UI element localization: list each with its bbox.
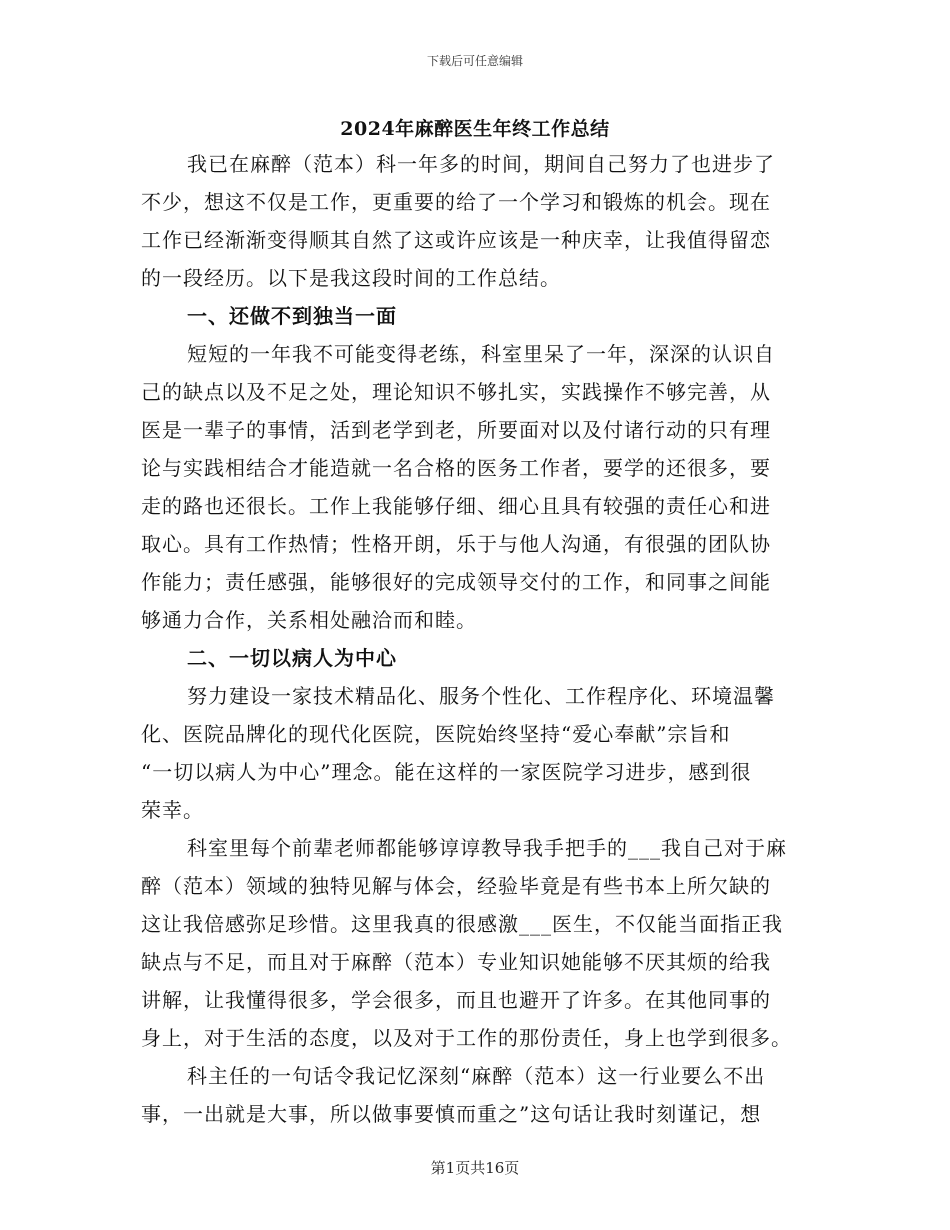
body-line: 荣幸。 [141,798,204,822]
body-line: 取心。具有工作热情；性格开朗，乐于与他人沟通，有很强的团队协 [141,532,771,556]
document-title: 2024年麻醉医生年终工作总结 [340,118,610,140]
body-line: 化、医院品牌化的现代化医院，医院始终坚持“爱心奉献”宗旨和 [141,722,731,746]
body-line: 讲解，让我懂得很多，学会很多，而且也避开了许多。在其他同事的 [141,988,771,1012]
body-line: 醉（范本）领域的独特见解与体会，经验毕竟是有些书本上所欠缺的 [141,874,771,898]
body-line: 己的缺点以及不足之处，理论知识不够扎实，实践操作不够完善，从 [141,380,771,404]
body-line: 我已在麻醉（范本）科一年多的时间，期间自己努力了也进步了 [187,152,775,176]
body-line: 身上，对于生活的态度，以及对于工作的那份责任，身上也学到很多。 [141,1026,792,1050]
document-body [141,145,809,1133]
body-line: 缺点与不足，而且对于麻醉（范本）专业知识她能够不厌其烦的给我 [141,950,771,974]
body-line: 不少，想这不仅是工作，更重要的给了一个学习和锻炼的机会。现在 [141,190,771,214]
body-line: “一切以病人为中心”理念。能在这样的一家医院学习进步，感到很 [141,760,752,784]
page-number: 第1页共16页 [430,1159,520,1177]
body-line: 科主任的一句话令我记忆深刻“麻醉（范本）这一行业要么不出 [187,1064,766,1088]
body-line: 够通力合作，关系相处融洽而和睦。 [141,608,477,632]
body-line: 短短的一年我不可能变得老练，科室里呆了一年，深深的认识自 [187,342,775,366]
body-line: 这让我倍感弥足珍惜。这里我真的很感激___医生，不仅能当面指正我 [141,912,783,936]
body-line: 工作已经渐渐变得顺其自然了这或许应该是一种庆幸，让我值得留恋 [141,228,771,252]
section-heading: 二、一切以病人为中心 [187,646,397,670]
page-header: 下载后可任意编辑 [426,54,523,68]
section-heading: 一、还做不到独当一面 [187,304,397,328]
body-line: 论与实践相结合才能造就一名合格的医务工作者，要学的还很多，要 [141,456,771,480]
body-line: 医是一辈子的事情，活到老学到老，所要面对以及付诸行动的只有理 [141,418,771,442]
body-line: 作能力；责任感强，能够很好的完成领导交付的工作，和同事之间能 [141,570,771,594]
body-line: 事，一出就是大事，所以做事要慎而重之”这句话让我时刻谨记，想 [141,1102,762,1126]
body-line: 走的路也还很长。工作上我能够仔细、细心且具有较强的责任心和进 [141,494,771,518]
body-line: 科室里每个前辈老师都能够谆谆教导我手把手的___我自己对于麻 [187,836,787,860]
body-line: 努力建设一家技术精品化、服务个性化、工作程序化、环境温馨 [187,684,775,708]
body-line: 的一段经历。以下是我这段时间的工作总结。 [141,266,561,290]
